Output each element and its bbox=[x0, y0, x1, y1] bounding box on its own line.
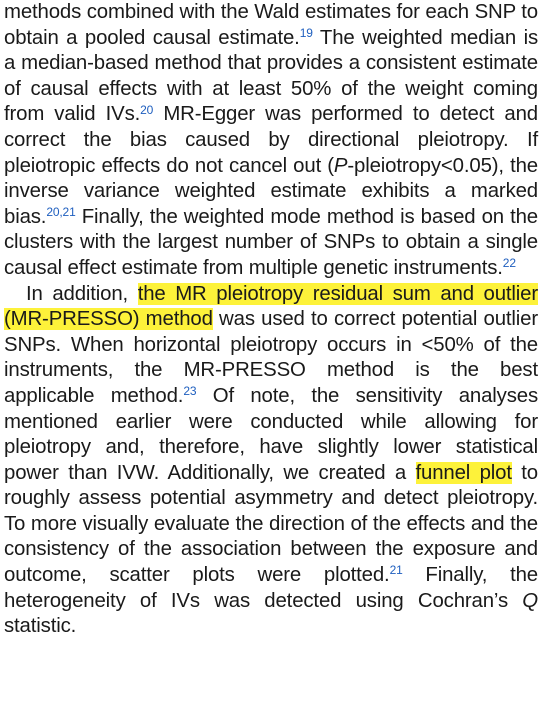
text-run: Of note, the sensitivity analyses mentioned earlier were conducted while allowing for pleiotropy and, therefore, have slightly lower statistical power than IVW. Additionally, we created a bbox=[4, 384, 538, 484]
paragraph-sensitivity-analyses bbox=[4, 282, 538, 640]
paragraph-methods-estimators bbox=[4, 0, 538, 282]
text-run: to roughly assess potential asymmetry and detect pleiotropy. To more visually evaluate the direction of the effects and the consistency of the association between the exposure and outcome, scatter plots were plotted. bbox=[4, 461, 538, 587]
text-run: Finally, the heterogeneity of IVs was detected using Cochran’s bbox=[4, 564, 538, 612]
article-body bbox=[4, 0, 538, 640]
text-run: statistic. bbox=[4, 615, 77, 638]
citation-ref[interactable]: 20 bbox=[140, 102, 154, 117]
citation-ref[interactable]: 21 bbox=[389, 563, 403, 578]
highlighted-text[interactable]: funnel plot bbox=[415, 461, 512, 484]
citation-ref[interactable]: 20,21 bbox=[46, 205, 76, 220]
text-run: The weighted median is a median-based method that provides a consistent estimate of causal effects with at least 50% of the weight coming from valid IVs. bbox=[4, 26, 538, 126]
text-run: was used to correct potential outlier SNPs. When horizontal pleiotropy occurs in <50% of the instruments, the MR-PRESSO method is the best applicable method. bbox=[4, 308, 538, 407]
citation-ref[interactable]: 22 bbox=[502, 256, 516, 271]
citation-ref[interactable]: 19 bbox=[299, 26, 313, 40]
text-run: MR-Egger was performed to detect and correct the bias caused by directional pleiotropy. If pleiotropic effects do not cancel out ( bbox=[4, 103, 538, 177]
text-run: Finally, the weighted mode method is based on the clusters with the largest number of SNPs to obtain a single causal effect estimate from multiple genetic instruments. bbox=[4, 205, 538, 279]
text-run: -pleiotropy<0.05), the inverse variance weighted estimate exhibits a marked bias. bbox=[4, 154, 538, 228]
italic-symbol: Q bbox=[522, 589, 538, 612]
text-run: In addition, bbox=[26, 282, 138, 305]
citation-ref[interactable]: 23 bbox=[183, 384, 197, 399]
text-run: methods combined with the Wald estimates for each SNP to obtain a pooled causal estimate. bbox=[4, 1, 538, 49]
highlighted-text[interactable]: the MR pleiotropy residual sum and outlier (MR-PRESSO) method bbox=[4, 282, 538, 331]
italic-symbol: P bbox=[333, 154, 348, 177]
